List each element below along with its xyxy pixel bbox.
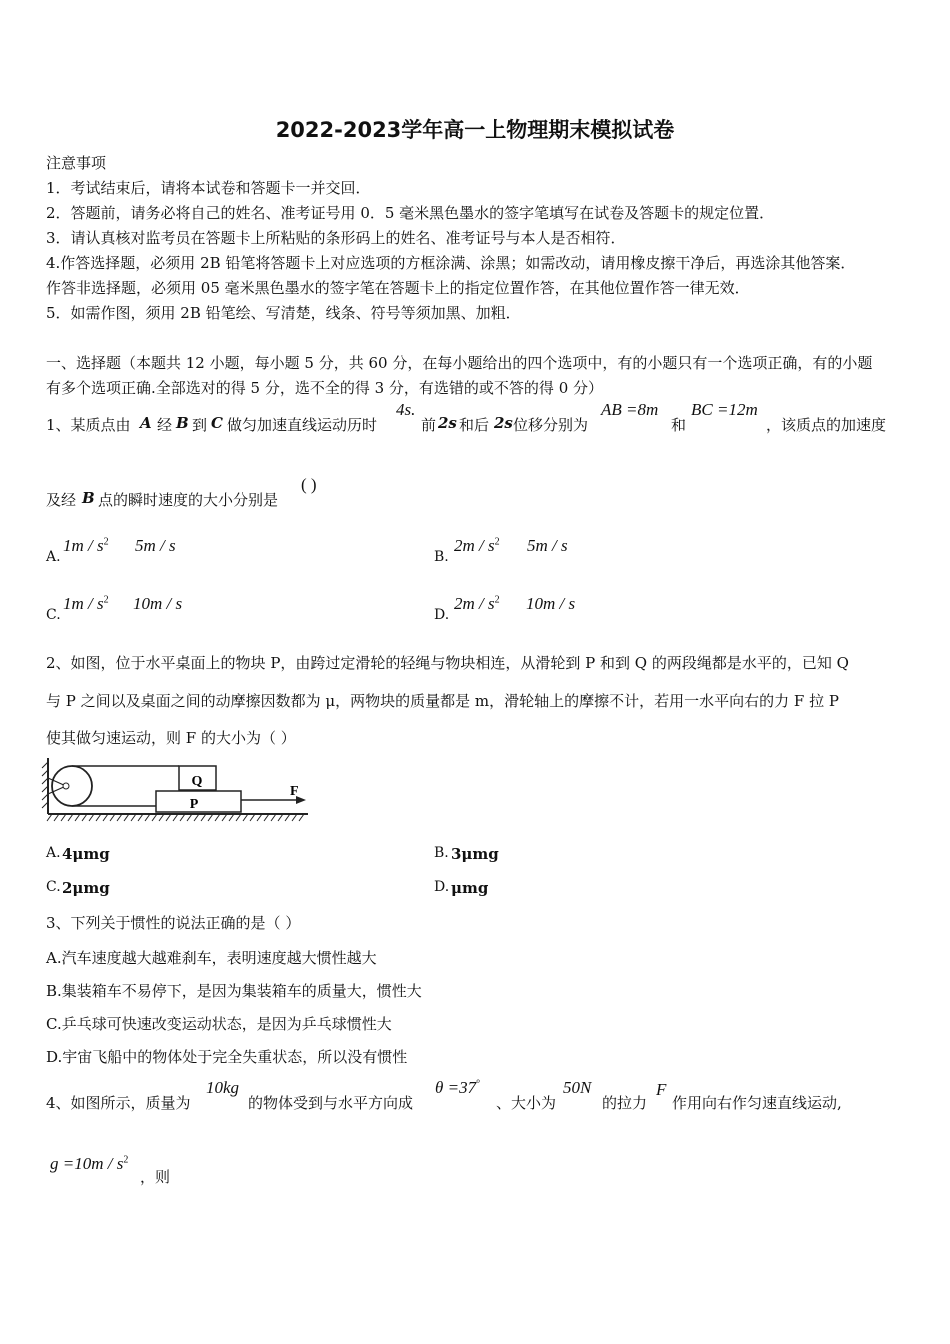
section-instructions: 有多个选项正确.全部选对的得 5 分，选不全的得 3 分，有选错的或不答的得 0 分） — [46, 379, 604, 397]
option-label: B. — [434, 845, 449, 861]
page-title: 2022-2023学年高一上物理期末模拟试卷 — [275, 118, 675, 142]
option-text: D.宇宙飞船中的物体处于完全失重状态，所以没有惯性 — [46, 1048, 408, 1066]
block-p-label: P — [189, 797, 199, 812]
option-speed: 10m / s — [526, 594, 576, 613]
notice-item: 4.作答选择题，必须用 2B 铅笔将答题卡上对应选项的方框涂满、涂黑；如需改动，请用橡皮擦干净后，再选涂其他答案． — [46, 254, 856, 272]
q4-f-symbol: F — [656, 1080, 667, 1099]
q1-text: 1、某质点由 — [46, 416, 131, 434]
q4-text: 作用向右作匀速直线运动, — [672, 1094, 842, 1112]
option-label: A. — [46, 845, 61, 861]
notice-item: 作答非选择题，必须用 05 毫米黑色墨水的签字笔在答题卡上的指定位置作答，在其他位置作答一律无效． — [46, 279, 750, 297]
option-accel: $1m / s^2$ — [63, 594, 109, 613]
option-speed: 10m / s — [133, 594, 183, 613]
q1-t2b: 2s — [494, 414, 513, 432]
q4-angle: θ =37° — [435, 1078, 481, 1097]
q4-mass: 10kg — [206, 1078, 240, 1097]
option-label: A. — [46, 549, 61, 565]
pulley-diagram — [40, 756, 315, 826]
q1-point-b: B — [176, 414, 189, 432]
section-instructions: 一、选择题（本题共 12 小题，每小题 5 分，共 60 分，在每小题给出的四个选项中，有的小题只有一个选项正确，有的小题 — [46, 354, 873, 372]
option-accel: $1m / s^2$ — [63, 536, 109, 555]
option-text: C.乒乓球可快速改变运动状态，是因为乒乓球惯性大 — [46, 1015, 392, 1033]
q2-stem: 使其做匀速运动，则 F 的大小为（ ） — [46, 729, 296, 747]
option-speed: 5m / s — [135, 536, 176, 555]
q1-time: 4s. — [396, 400, 416, 419]
option-label: C. — [46, 607, 61, 623]
option-speed: 5m / s — [527, 536, 568, 555]
option-label: B. — [434, 549, 449, 565]
q1-bc: BC =12m — [691, 400, 758, 419]
q1-text: 经 — [157, 416, 173, 434]
block-q-label: Q — [191, 774, 203, 789]
q4-gravity: $g =10m / s^2$ — [50, 1154, 129, 1173]
q1-ab: AB =8m — [601, 400, 659, 419]
force-label: F — [290, 784, 299, 799]
q1-point-c: C — [211, 414, 223, 432]
option-accel: $2m / s^2$ — [454, 536, 500, 555]
q1-text: 及经 — [46, 491, 77, 509]
option-text: 2μmg — [62, 879, 110, 897]
q1-text: ，该质点的加速度 — [766, 416, 887, 434]
q4-text: 的拉力 — [602, 1094, 648, 1112]
q1-text: 和 — [671, 416, 687, 434]
q4-text: 、大小为 — [496, 1094, 557, 1112]
q1-text: 做匀加速直线运动历时 — [227, 416, 378, 434]
q1-text: 点的瞬时速度的大小分别是 — [98, 491, 279, 509]
q3-stem: 3、下列关于惯性的说法正确的是（ ） — [46, 914, 301, 932]
option-text: A.汽车速度越大越难刹车，表明速度越大惯性越大 — [46, 949, 377, 967]
q1-text: 前 — [421, 416, 437, 434]
q1-paren: ( ) — [301, 475, 317, 494]
notice-item: 3．请认真核对监考员在答题卡上所粘贴的条形码上的姓名、准考证号与本人是否相符． — [46, 229, 626, 247]
q1-text: 位移分别为 — [513, 416, 589, 434]
block-p — [156, 791, 241, 812]
notice-item: 2．答题前，请务必将自己的姓名、准考证号用 0．5 毫米黑色墨水的签字笔填写在试卷及答题卡的规定位置． — [46, 204, 775, 222]
option-label: D. — [434, 607, 450, 623]
option-label: D. — [434, 879, 450, 895]
notice-item: 5．如需作图，须用 2B 铅笔绘、写清楚，线条、符号等须加黑、加粗． — [46, 304, 521, 322]
option-accel: $2m / s^2$ — [454, 594, 500, 613]
q1-point-a: A — [140, 414, 152, 432]
option-text: 4μmg — [62, 845, 110, 863]
ground-hatch — [47, 814, 304, 821]
notice-heading: 注意事项 — [46, 154, 107, 172]
q4-force: 50N — [563, 1078, 592, 1097]
q1-point-b: B — [82, 489, 95, 507]
q1-text: 到 — [192, 416, 208, 434]
option-text: 3μmg — [451, 845, 499, 863]
q4-text: ，则 — [140, 1168, 171, 1186]
q4-text: 的物体受到与水平方向成 — [248, 1094, 414, 1112]
option-text: B.集装箱车不易停下，是因为集装箱车的质量大，惯性大 — [46, 982, 422, 1000]
option-text: μmg — [451, 879, 489, 897]
option-label: C. — [46, 879, 61, 895]
q2-stem: 2、如图，位于水平桌面上的物块 P，由跨过定滑轮的轻绳与物块相连，从滑轮到 P 和到 Q 的两段绳都是水平的，已知 Q — [46, 654, 849, 672]
q2-stem: 与 P 之间以及桌面之间的动摩擦因数都为 μ，两物块的质量都是 m，滑轮轴上的摩擦不计，若用一水平向右的力 F 拉 P — [46, 692, 839, 710]
q1-t2a: 2s — [438, 414, 457, 432]
pulley-wheel — [52, 766, 92, 806]
notice-item: 1．考试结束后，请将本试卷和答题卡一并交回． — [46, 179, 371, 197]
q4-text: 4、如图所示，质量为 — [46, 1094, 191, 1112]
q1-text: 和后 — [459, 416, 490, 434]
